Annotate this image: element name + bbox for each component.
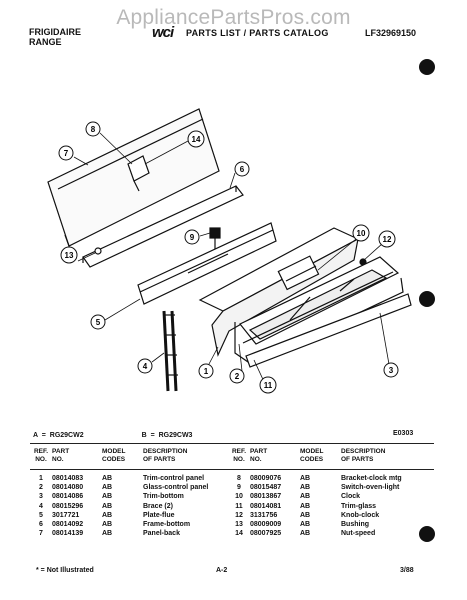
table-row: 12 3131756 AB Knob-clock [235, 511, 380, 519]
brand-block [29, 27, 81, 47]
parts-table-right [228, 474, 425, 538]
oven-light-switch-part [210, 228, 220, 249]
table-row: 8 08009076 AB Bracket-clock mtg [237, 475, 402, 482]
callout-4-label: 4 [142, 362, 148, 371]
catalog-title: PARTS LIST / PARTS CATALOG [186, 28, 329, 38]
callout-2 [230, 369, 244, 383]
callout-5-label: 5 [95, 318, 101, 327]
callout-10 [353, 225, 369, 241]
bushing-part [95, 248, 101, 254]
callout-1-label: 1 [203, 367, 209, 376]
binder-hole-middle [419, 291, 435, 307]
callout-7-label: 7 [63, 149, 69, 158]
table-row: 3 08014086 AB Trim-bottom [39, 493, 184, 501]
brace-part [164, 311, 178, 391]
footnote: * = Not Illustrated [36, 567, 94, 574]
table-row: 7 08014139 AB Panel-back [39, 530, 180, 538]
table-header-left [30, 448, 227, 464]
table-row: 2 08014080 AB Glass-control panel [39, 484, 209, 492]
table-row: 9 08015487 AB Switch-oven-light [237, 484, 400, 492]
model-legend [33, 432, 246, 439]
callout-8 [86, 122, 100, 136]
watermark: AppliancePartsPros.com [116, 6, 351, 29]
callout-14 [188, 131, 204, 147]
callout-14-label: 14 [191, 135, 201, 144]
header-model: MODEL CODES [102, 448, 126, 463]
callout-4 [138, 359, 152, 373]
callout-11-label: 11 [263, 381, 273, 390]
header-desc: DESCRIPTION OF PARTS [143, 448, 188, 463]
model-a: A = RG29CW2 [33, 432, 84, 439]
table-row: 1 08014083 AB Trim-control panel [39, 475, 205, 482]
callout-12 [379, 231, 395, 247]
parts-table-left [30, 474, 227, 538]
callout-12-label: 12 [382, 235, 392, 244]
binder-hole-top [419, 59, 435, 75]
callout-9-label: 9 [189, 233, 195, 242]
table-row: 10 08013867 AB Clock [235, 493, 361, 501]
callout-5 [91, 315, 105, 329]
table-top-rule [30, 443, 434, 444]
table-row: 11 08014081 AB Trim-glass [235, 502, 377, 510]
callout-13 [61, 247, 77, 263]
table-header-rule [30, 469, 434, 470]
table-row: 5 3017721 AB Plate-flue [39, 511, 175, 519]
callout-10-label: 10 [356, 229, 366, 238]
catalog-code: LF32969150 [365, 28, 417, 38]
callout-9 [185, 230, 199, 244]
exploded-parts-diagram [28, 85, 418, 415]
callout-13-label: 13 [64, 251, 74, 260]
product-type: RANGE [29, 37, 62, 47]
table-row: 14 08007925 AB Nut-speed [235, 530, 376, 538]
figure-code: E0303 [393, 430, 414, 437]
table-row: 6 08014092 AB Frame-bottom [39, 520, 191, 528]
header-ref: REF. NO. [33, 448, 49, 463]
callout-3-label: 3 [388, 366, 394, 375]
table-row: 4 08015296 AB Brace (2) [39, 502, 173, 510]
callout-11 [260, 377, 276, 393]
header-model: MODEL CODES [300, 448, 324, 463]
callout-3 [384, 363, 398, 377]
brand-name: FRIGIDAIRE [29, 27, 82, 37]
header-desc: DESCRIPTION OF PARTS [341, 448, 386, 463]
table-row: 13 08009009 AB Bushing [235, 520, 369, 528]
callout-6-label: 6 [239, 165, 245, 174]
header-part: PART NO. [250, 448, 268, 463]
header-ref: REF. NO. [231, 448, 247, 463]
wci-logo: wci [152, 24, 174, 41]
table-header-right [228, 448, 425, 464]
header-part: PART NO. [52, 448, 70, 463]
callout-2-label: 2 [234, 372, 240, 381]
revision-date: 3/88 [400, 567, 414, 574]
model-b: B = RG29CW3 [141, 432, 193, 439]
callout-6 [235, 162, 249, 176]
callout-7 [59, 146, 73, 160]
callout-8-label: 8 [90, 125, 96, 134]
callout-1 [199, 364, 213, 378]
page-number: A-2 [216, 567, 228, 574]
